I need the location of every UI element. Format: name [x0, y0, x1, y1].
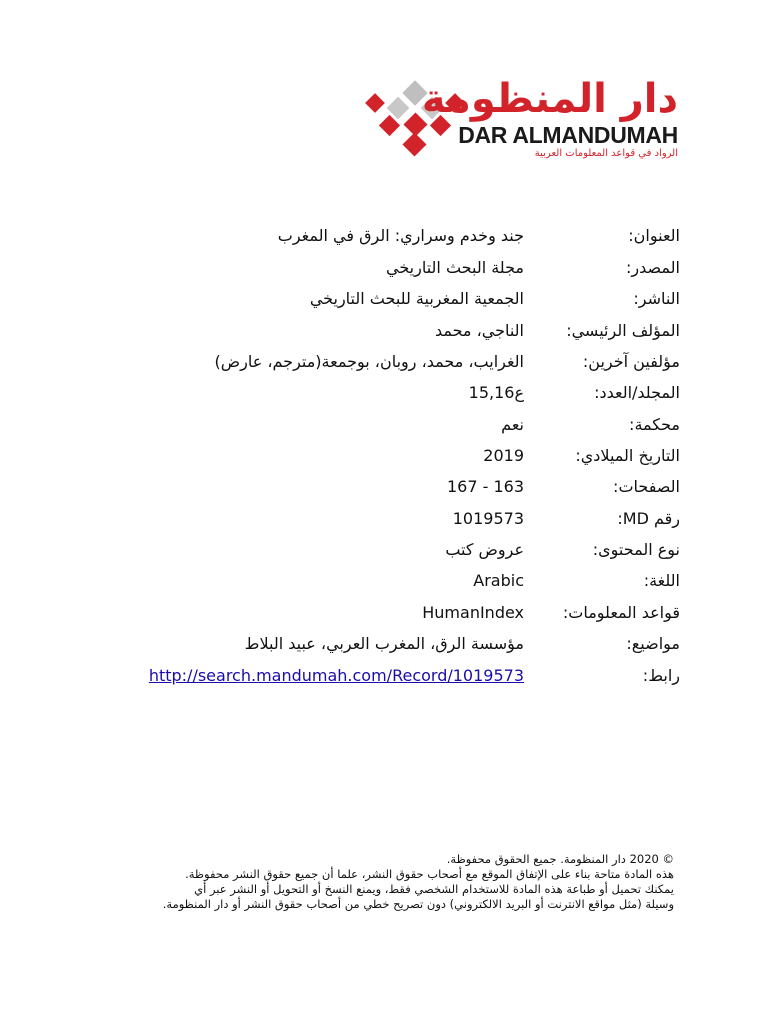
copyright-line: © 2020 دار المنظومة. جميع الحقوق محفوظة. — [446, 852, 674, 866]
field-value: مؤسسة الرق، المغرب العربي، عبيد البلاط — [244, 634, 524, 653]
field-language — [0, 567, 768, 599]
field-label: المجلد/العدد: — [594, 383, 680, 402]
usage-line: يمكنك تحميل أو طباعة هذه المادة للاستخدام الشخصي فقط، ويمنع النسخ أو التحويل أو النشر عبر أي — [194, 882, 674, 896]
brand-name-english: DAR ALMANDUMAH — [458, 122, 678, 148]
field-label: اللغة: — [643, 571, 680, 590]
field-label: المصدر: — [626, 258, 680, 277]
field-publisher — [0, 285, 768, 317]
field-volume-issue — [0, 379, 768, 411]
field-label: الصفحات: — [613, 477, 680, 496]
field-main-author — [0, 317, 768, 349]
field-value: ع15,16 — [468, 383, 524, 402]
field-databases — [0, 599, 768, 631]
field-label: قواعد المعلومات: — [562, 603, 680, 622]
field-label: المؤلف الرئيسي: — [566, 321, 680, 340]
field-label: الناشر: — [633, 289, 680, 308]
rights-line: هذه المادة متاحة بناء على الإتفاق الموقع مع أصحاب حقوق النشر، علما أن جميع حقوق النشر محفوظة. — [185, 867, 674, 881]
field-label: رقم MD: — [617, 509, 680, 528]
field-value: Arabic — [473, 571, 524, 590]
field-source — [0, 254, 768, 286]
field-label: محكمة: — [629, 415, 680, 434]
field-value: عروض كتب — [445, 540, 524, 559]
field-label: رابط: — [642, 666, 680, 685]
field-label: مواضيع: — [626, 634, 680, 653]
field-pages — [0, 473, 768, 505]
field-subjects — [0, 630, 768, 662]
field-label: مؤلفين آخرين: — [582, 352, 680, 371]
field-md-number — [0, 505, 768, 537]
field-value: الناجي، محمد — [434, 321, 524, 340]
copyright-notice — [74, 852, 674, 912]
field-label: التاريخ الميلادي: — [575, 446, 680, 465]
field-year — [0, 442, 768, 474]
field-other-authors — [0, 348, 768, 380]
field-value: HumanIndex — [422, 603, 524, 622]
record-url-link[interactable]: http://search.mandumah.com/Record/1019573 — [148, 666, 524, 685]
field-value: الجمعية المغربية للبحث التاريخي — [309, 289, 524, 308]
field-title — [0, 222, 768, 254]
field-value: جند وخدم وسراري: الرق في المغرب — [277, 226, 524, 245]
field-value: 2019 — [483, 446, 524, 465]
field-content-type — [0, 536, 768, 568]
field-link — [0, 662, 768, 694]
field-value: 1019573 — [452, 509, 524, 528]
brand-name-arabic: دار المنظومة — [421, 76, 678, 122]
brand-tagline: الرواد في قواعد المعلومات العربية — [534, 148, 678, 159]
field-value: نعم — [501, 415, 524, 434]
field-peer-reviewed — [0, 411, 768, 443]
publisher-logo — [360, 76, 690, 166]
field-value: 163 - 167 — [446, 477, 524, 496]
field-value: الغرايب، محمد، روبان، بوجمعة(مترجم، عارض) — [214, 352, 524, 371]
field-label: نوع المحتوى: — [592, 540, 680, 559]
usage-line: وسيلة (مثل مواقع الانترنت أو البريد الالكتروني) دون تصريح خطي من أصحاب حقوق النشر أو دار المنظومة. — [162, 897, 674, 911]
field-label: العنوان: — [628, 226, 680, 245]
field-value: مجلة البحث التاريخي — [386, 258, 524, 277]
